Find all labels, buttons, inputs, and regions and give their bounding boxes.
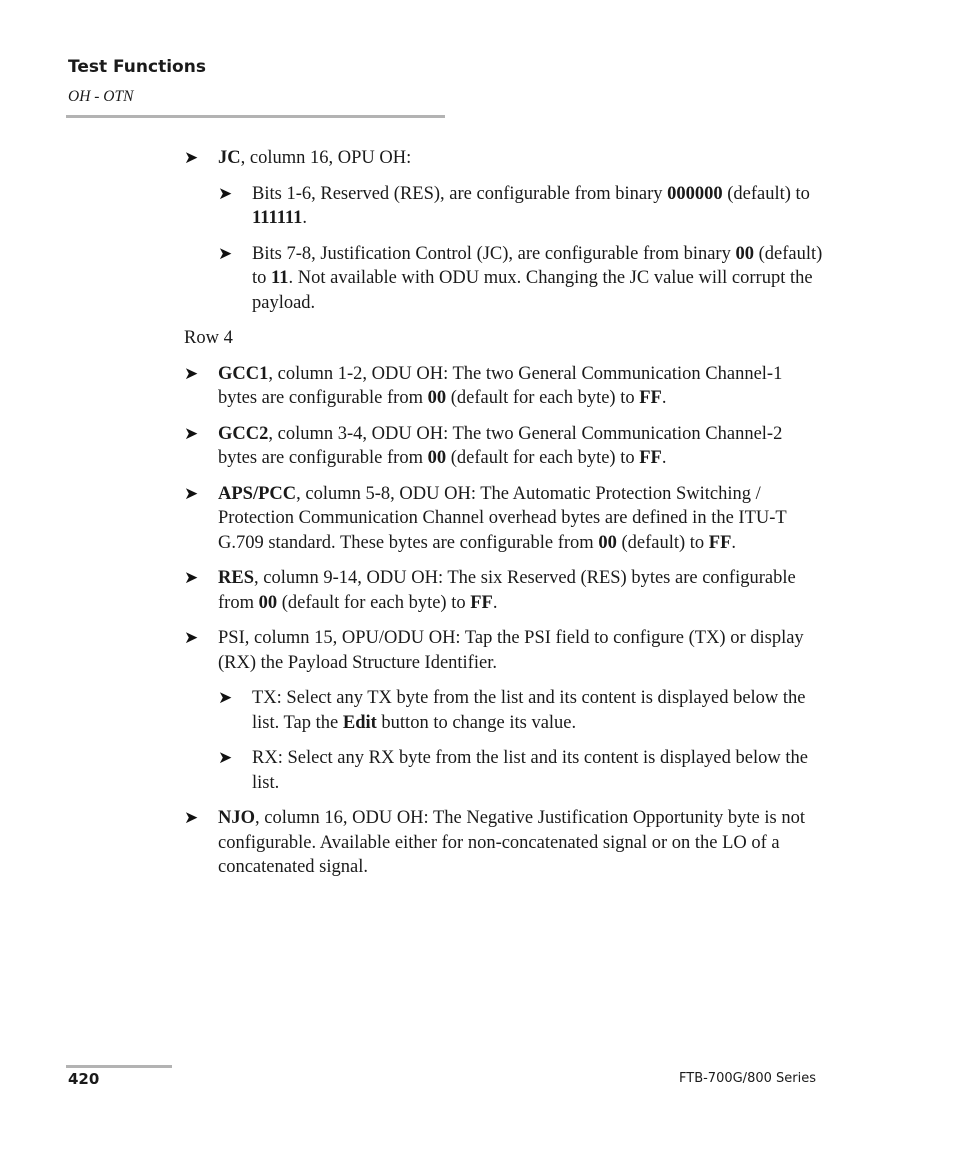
item-text: , column 3-4, ODU OH: The two General Communication Channel-2 bytes are configurable from — [218, 423, 783, 468]
item-text: , column 16, OPU OH: — [240, 148, 412, 168]
arrow-bullet-icon: ➤ — [218, 183, 233, 204]
value-bold: FF — [639, 448, 662, 468]
list-item-gcc1 — [184, 362, 824, 411]
item-text: . — [661, 448, 667, 468]
term-jc: JC — [218, 148, 241, 168]
item-text: (default for each byte) to — [446, 448, 640, 468]
item-text: , column 9-14, ODU OH: The six Reserved (RES) bytes are configurable from — [218, 568, 796, 613]
sublist-item-psi-rx — [218, 746, 824, 795]
value-bold: FF — [470, 592, 493, 613]
arrow-bullet-icon: ➤ — [184, 363, 199, 384]
item-text: , column 1-2, ODU OH: The two General Communication Channel-1 bytes are configurable from — [218, 363, 783, 408]
row-heading: Row 4 — [184, 328, 233, 348]
section-title: Test Functions — [68, 57, 206, 77]
arrow-bullet-icon: ➤ — [184, 568, 199, 588]
value-bold: 00 — [258, 592, 278, 613]
item-text: . — [731, 532, 737, 553]
arrow-bullet-icon: ➤ — [218, 748, 233, 768]
value-bold: 000000 — [667, 183, 723, 204]
item-text: Bits 7-8, Justification Control (JC), are configurable from binary — [252, 243, 736, 264]
item-text: . — [302, 208, 308, 228]
item-text: (default for each byte) to — [446, 388, 640, 408]
item-text: (default) to — [722, 183, 810, 204]
page-body — [184, 146, 824, 891]
arrow-bullet-icon: ➤ — [184, 808, 199, 828]
arrow-bullet-icon: ➤ — [218, 688, 233, 708]
sublist-item-jc-res — [218, 182, 824, 231]
item-text: RX: Select any RX byte from the list and its content is displayed below the list. — [252, 748, 808, 793]
list-item-njo — [184, 806, 824, 880]
term-res: RES — [218, 568, 254, 588]
value-bold: FF — [639, 388, 662, 408]
footer-divider — [66, 1065, 172, 1068]
value-bold: 00 — [427, 388, 447, 408]
value-bold: 111111 — [252, 208, 303, 228]
item-text: . Not available with ODU mux. Changing the JC value will corrupt the payload. — [252, 268, 813, 313]
page-number: 420 — [68, 1070, 100, 1088]
item-text: (default) to — [616, 532, 709, 553]
arrow-bullet-icon: ➤ — [184, 148, 199, 168]
sublist-item-jc-jc — [218, 242, 824, 316]
value-bold: 00 — [427, 448, 447, 468]
list-item-aps-pcc — [184, 482, 824, 556]
item-text: , column 5-8, ODU OH: The Automatic Protection Switching / Protection Communication Channel overhead bytes are defined in the ITU-T G.709 standard. These bytes are configurable from — [218, 483, 787, 553]
item-text: . — [661, 388, 667, 408]
value-bold: 00 — [598, 532, 617, 553]
section-subtitle: OH - OTN — [68, 88, 134, 105]
list-item-res — [184, 566, 824, 615]
item-text: TX: Select any TX byte from the list and its content is displayed below the list. Tap the — [252, 688, 806, 733]
list-item-psi — [184, 626, 824, 675]
value-bold: 00 — [735, 243, 754, 264]
arrow-bullet-icon: ➤ — [184, 483, 199, 504]
product-series: FTB-700G/800 Series — [679, 1071, 816, 1086]
arrow-bullet-icon: ➤ — [184, 423, 199, 444]
list-item-jc — [184, 146, 824, 171]
item-text: (default) to — [252, 243, 823, 288]
term-gcc1: GCC1 — [218, 363, 269, 384]
value-bold: 11 — [271, 268, 289, 288]
value-bold: FF — [708, 532, 732, 553]
sublist-item-psi-tx — [218, 686, 824, 735]
item-text: Bits 1-6, Reserved (RES), are configurable from binary — [252, 183, 668, 204]
arrow-bullet-icon: ➤ — [218, 243, 233, 264]
item-text: PSI, column 15, OPU/ODU OH: Tap the PSI field to configure (TX) or display (RX) the Payload Structure Identifier. — [218, 628, 804, 673]
item-text: button to change its value. — [376, 712, 577, 733]
term-gcc2: GCC2 — [218, 423, 269, 444]
term-njo: NJO — [218, 808, 255, 828]
item-text: . — [492, 592, 498, 613]
arrow-bullet-icon: ➤ — [184, 628, 199, 648]
header-divider — [66, 115, 445, 118]
list-item-gcc2 — [184, 422, 824, 471]
item-text: , column 16, ODU OH: The Negative Justification Opportunity byte is not configurable. Available either for non-concatenated signal or on the LO of a concatenated signal. — [218, 808, 805, 877]
item-text: (default for each byte) to — [277, 592, 471, 613]
term-aps-pcc: APS/PCC — [218, 483, 297, 504]
edit-label: Edit — [342, 712, 377, 733]
